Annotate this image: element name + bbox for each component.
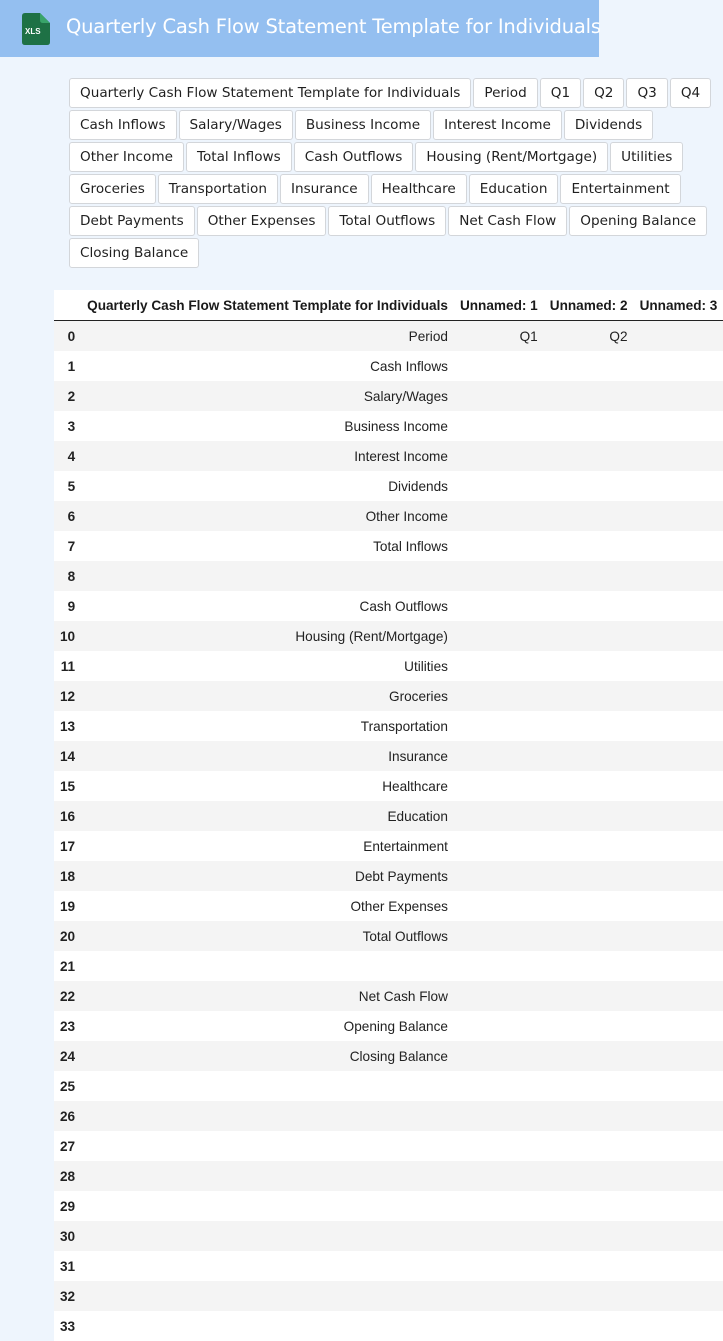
table-header-row bbox=[54, 290, 723, 321]
row-index-cell: 16 bbox=[54, 801, 81, 831]
table-cell bbox=[634, 531, 723, 561]
chip-row bbox=[69, 174, 702, 206]
table-row bbox=[54, 591, 723, 621]
table-cell bbox=[544, 411, 634, 441]
xls-icon-label: XLS bbox=[25, 27, 41, 36]
row-index-cell: 18 bbox=[54, 861, 81, 891]
row-index-cell: 5 bbox=[54, 471, 81, 501]
table-cell bbox=[634, 1011, 723, 1041]
table-cell bbox=[454, 711, 544, 741]
table-cell bbox=[544, 1221, 634, 1251]
table-cell bbox=[544, 651, 634, 681]
column-chip[interactable]: Dividends bbox=[564, 110, 653, 140]
table-cell bbox=[81, 1311, 454, 1341]
table-cell bbox=[81, 1161, 454, 1191]
table-row bbox=[54, 321, 723, 352]
table-cell bbox=[81, 1251, 454, 1281]
table-cell: Insurance bbox=[81, 741, 454, 771]
row-index-cell: 31 bbox=[54, 1251, 81, 1281]
table-cell bbox=[544, 531, 634, 561]
table-row bbox=[54, 381, 723, 411]
table-body bbox=[54, 321, 723, 1341]
table-cell bbox=[454, 351, 544, 381]
table-cell bbox=[544, 831, 634, 861]
table-row bbox=[54, 861, 723, 891]
table-cell bbox=[544, 1071, 634, 1101]
app-header bbox=[0, 0, 599, 57]
table-cell: Cash Inflows bbox=[81, 351, 454, 381]
page-title: Quarterly Cash Flow Statement Template for Individuals bbox=[66, 15, 601, 38]
table-row bbox=[54, 1101, 723, 1131]
row-index-cell: 0 bbox=[54, 321, 81, 352]
table-cell: Interest Income bbox=[81, 441, 454, 471]
row-index-cell: 17 bbox=[54, 831, 81, 861]
table-row bbox=[54, 1251, 723, 1281]
table-row bbox=[54, 711, 723, 741]
row-index-cell: 22 bbox=[54, 981, 81, 1011]
row-index-cell: 12 bbox=[54, 681, 81, 711]
table-cell: Healthcare bbox=[81, 771, 454, 801]
table-row bbox=[54, 951, 723, 981]
table-cell bbox=[634, 501, 723, 531]
table-cell bbox=[634, 1041, 723, 1071]
column-chip[interactable]: Total Outflows bbox=[328, 206, 446, 236]
row-index-cell: 14 bbox=[54, 741, 81, 771]
table-cell: Other Expenses bbox=[81, 891, 454, 921]
table-cell bbox=[544, 1281, 634, 1311]
table-cell bbox=[544, 861, 634, 891]
column-chip[interactable]: Transportation bbox=[158, 174, 278, 204]
table-cell bbox=[454, 1251, 544, 1281]
table-cell bbox=[544, 1041, 634, 1071]
table-cell bbox=[634, 831, 723, 861]
row-index-cell: 29 bbox=[54, 1191, 81, 1221]
table-row bbox=[54, 1161, 723, 1191]
row-index-cell: 23 bbox=[54, 1011, 81, 1041]
table-cell bbox=[81, 1221, 454, 1251]
table-cell bbox=[81, 1191, 454, 1221]
table-cell: Cash Outflows bbox=[81, 591, 454, 621]
table-cell: Total Inflows bbox=[81, 531, 454, 561]
table-row bbox=[54, 681, 723, 711]
column-header-unnamed-1[interactable]: Unnamed: 1 bbox=[454, 290, 544, 321]
row-index-cell: 19 bbox=[54, 891, 81, 921]
table-cell bbox=[544, 381, 634, 411]
table-cell bbox=[634, 981, 723, 1011]
table-cell bbox=[454, 981, 544, 1011]
table-cell bbox=[81, 1101, 454, 1131]
table-cell bbox=[544, 771, 634, 801]
table-cell bbox=[634, 471, 723, 501]
table-cell: Transportation bbox=[81, 711, 454, 741]
column-chip[interactable]: Total Inflows bbox=[186, 142, 292, 172]
table-cell bbox=[634, 1311, 723, 1341]
table-cell bbox=[454, 591, 544, 621]
row-index-cell: 25 bbox=[54, 1071, 81, 1101]
row-index-cell: 10 bbox=[54, 621, 81, 651]
table-row bbox=[54, 831, 723, 861]
column-header-title[interactable]: Quarterly Cash Flow Statement Template for Individuals bbox=[81, 290, 454, 321]
row-index-cell: 7 bbox=[54, 531, 81, 561]
column-chip[interactable]: Net Cash Flow bbox=[448, 206, 567, 236]
table-cell bbox=[454, 1131, 544, 1161]
table-cell: Dividends bbox=[81, 471, 454, 501]
table-cell bbox=[634, 1191, 723, 1221]
table-cell bbox=[544, 501, 634, 531]
table-cell bbox=[544, 1131, 634, 1161]
row-index-cell: 20 bbox=[54, 921, 81, 951]
table-cell bbox=[454, 1041, 544, 1071]
row-index-cell: 3 bbox=[54, 411, 81, 441]
chip-row bbox=[69, 142, 702, 174]
table-cell bbox=[634, 621, 723, 651]
table-cell bbox=[544, 951, 634, 981]
table-cell bbox=[454, 651, 544, 681]
data-table bbox=[54, 290, 723, 1341]
table-cell bbox=[81, 1071, 454, 1101]
table-row bbox=[54, 981, 723, 1011]
table-row bbox=[54, 441, 723, 471]
table-cell bbox=[634, 891, 723, 921]
table-row bbox=[54, 621, 723, 651]
table-cell: Salary/Wages bbox=[81, 381, 454, 411]
table-cell bbox=[544, 1311, 634, 1341]
column-chip[interactable]: Interest Income bbox=[433, 110, 562, 140]
table-cell bbox=[544, 1191, 634, 1221]
row-index-cell: 11 bbox=[54, 651, 81, 681]
column-chip[interactable]: Cash Inflows bbox=[69, 110, 177, 140]
chip-row bbox=[69, 78, 702, 110]
table-cell bbox=[454, 381, 544, 411]
table-cell bbox=[544, 621, 634, 651]
table-cell bbox=[454, 1011, 544, 1041]
table-cell bbox=[454, 531, 544, 561]
table-cell bbox=[634, 1071, 723, 1101]
table-row bbox=[54, 801, 723, 831]
row-index-cell: 4 bbox=[54, 441, 81, 471]
column-chip[interactable]: Q4 bbox=[670, 78, 711, 108]
table-cell bbox=[454, 501, 544, 531]
column-header-unnamed-2[interactable]: Unnamed: 2 bbox=[544, 290, 634, 321]
table-cell bbox=[634, 561, 723, 591]
table-cell: Groceries bbox=[81, 681, 454, 711]
table-cell bbox=[544, 921, 634, 951]
table-cell bbox=[454, 891, 544, 921]
table-cell bbox=[634, 1161, 723, 1191]
table-cell bbox=[634, 711, 723, 741]
column-chip[interactable]: Education bbox=[469, 174, 559, 204]
column-chip[interactable]: Business Income bbox=[295, 110, 431, 140]
table-row bbox=[54, 771, 723, 801]
table-cell bbox=[454, 831, 544, 861]
table-cell bbox=[544, 711, 634, 741]
table-row bbox=[54, 501, 723, 531]
column-chip[interactable]: Cash Outflows bbox=[294, 142, 414, 172]
table-cell bbox=[544, 741, 634, 771]
table-cell bbox=[81, 561, 454, 591]
table-cell bbox=[544, 1251, 634, 1281]
row-index-cell: 24 bbox=[54, 1041, 81, 1071]
table-cell bbox=[81, 951, 454, 981]
table-cell bbox=[544, 1011, 634, 1041]
column-chip[interactable]: Quarterly Cash Flow Statement Template for Individuals bbox=[69, 78, 471, 108]
table-row bbox=[54, 1281, 723, 1311]
column-chip[interactable]: Period bbox=[473, 78, 537, 108]
table-cell bbox=[454, 1221, 544, 1251]
column-chip[interactable]: Opening Balance bbox=[569, 206, 707, 236]
table-cell bbox=[634, 861, 723, 891]
table-cell bbox=[634, 591, 723, 621]
table-cell bbox=[454, 861, 544, 891]
chip-row bbox=[69, 110, 702, 142]
table-row bbox=[54, 1041, 723, 1071]
table-cell bbox=[81, 1281, 454, 1311]
row-index-cell: 1 bbox=[54, 351, 81, 381]
table-cell bbox=[634, 381, 723, 411]
table-cell bbox=[634, 681, 723, 711]
table-cell bbox=[634, 1101, 723, 1131]
table-cell bbox=[634, 801, 723, 831]
table-row bbox=[54, 561, 723, 591]
column-header-unnamed-3[interactable]: Unnamed: 3 bbox=[634, 290, 723, 321]
table-cell bbox=[544, 441, 634, 471]
table-row bbox=[54, 471, 723, 501]
table-cell bbox=[544, 471, 634, 501]
table-cell bbox=[634, 651, 723, 681]
table-cell bbox=[454, 621, 544, 651]
table-cell bbox=[634, 441, 723, 471]
table-cell bbox=[634, 741, 723, 771]
column-chip[interactable]: Closing Balance bbox=[69, 238, 199, 268]
table-row bbox=[54, 741, 723, 771]
table-cell: Business Income bbox=[81, 411, 454, 441]
table-cell: Period bbox=[81, 321, 454, 352]
column-chip[interactable]: Other Expenses bbox=[197, 206, 327, 236]
table-row bbox=[54, 1191, 723, 1221]
table-cell: Education bbox=[81, 801, 454, 831]
column-chip[interactable]: Q1 bbox=[540, 78, 581, 108]
table-row bbox=[54, 1131, 723, 1161]
column-header-index bbox=[54, 290, 81, 321]
table-cell bbox=[454, 1191, 544, 1221]
table-cell bbox=[454, 441, 544, 471]
column-chip[interactable]: Q2 bbox=[583, 78, 624, 108]
table-cell: Housing (Rent/Mortgage) bbox=[81, 621, 454, 651]
table-cell bbox=[454, 951, 544, 981]
table-cell bbox=[634, 921, 723, 951]
row-index-cell: 32 bbox=[54, 1281, 81, 1311]
table-cell bbox=[634, 1221, 723, 1251]
column-chip-list bbox=[69, 78, 702, 270]
table-cell bbox=[454, 471, 544, 501]
row-index-cell: 30 bbox=[54, 1221, 81, 1251]
table-cell bbox=[454, 741, 544, 771]
column-chip[interactable]: Groceries bbox=[69, 174, 156, 204]
table-cell bbox=[544, 351, 634, 381]
table-cell bbox=[634, 771, 723, 801]
row-index-cell: 9 bbox=[54, 591, 81, 621]
table-cell bbox=[634, 411, 723, 441]
table-row bbox=[54, 1221, 723, 1251]
table-cell bbox=[454, 921, 544, 951]
table-cell bbox=[634, 951, 723, 981]
row-index-cell: 13 bbox=[54, 711, 81, 741]
table-cell bbox=[454, 1161, 544, 1191]
column-chip[interactable]: Salary/Wages bbox=[179, 110, 293, 140]
table-cell bbox=[634, 1131, 723, 1161]
row-index-cell: 27 bbox=[54, 1131, 81, 1161]
table-cell bbox=[454, 411, 544, 441]
table-cell bbox=[454, 801, 544, 831]
xls-file-icon bbox=[22, 13, 50, 45]
table-row bbox=[54, 351, 723, 381]
table-cell bbox=[544, 891, 634, 921]
table-cell: Q2 bbox=[544, 321, 634, 352]
column-chip[interactable]: Housing (Rent/Mortgage) bbox=[415, 142, 608, 172]
table-cell bbox=[544, 561, 634, 591]
chip-row bbox=[69, 206, 702, 238]
table-cell: Utilities bbox=[81, 651, 454, 681]
column-chip[interactable]: Other Income bbox=[69, 142, 184, 172]
row-index-cell: 6 bbox=[54, 501, 81, 531]
table-cell bbox=[544, 981, 634, 1011]
column-chip[interactable]: Debt Payments bbox=[69, 206, 195, 236]
table-row bbox=[54, 651, 723, 681]
column-chip[interactable]: Q3 bbox=[626, 78, 667, 108]
column-chip[interactable]: Healthcare bbox=[371, 174, 467, 204]
table-cell bbox=[634, 351, 723, 381]
table-cell bbox=[634, 321, 723, 352]
table-cell bbox=[634, 1281, 723, 1311]
column-chip[interactable]: Utilities bbox=[610, 142, 683, 172]
row-index-cell: 26 bbox=[54, 1101, 81, 1131]
table-cell bbox=[634, 1251, 723, 1281]
table-cell: Total Outflows bbox=[81, 921, 454, 951]
table-row bbox=[54, 411, 723, 441]
table-cell bbox=[454, 561, 544, 591]
table-row bbox=[54, 531, 723, 561]
chip-row bbox=[69, 238, 702, 270]
table-cell: Opening Balance bbox=[81, 1011, 454, 1041]
row-index-cell: 28 bbox=[54, 1161, 81, 1191]
row-index-cell: 33 bbox=[54, 1311, 81, 1341]
table-cell bbox=[454, 1281, 544, 1311]
table-cell bbox=[454, 681, 544, 711]
table-cell: Debt Payments bbox=[81, 861, 454, 891]
table-row bbox=[54, 1071, 723, 1101]
row-index-cell: 15 bbox=[54, 771, 81, 801]
data-table-container[interactable] bbox=[68, 290, 678, 1292]
row-index-cell: 21 bbox=[54, 951, 81, 981]
table-cell bbox=[544, 591, 634, 621]
table-cell bbox=[454, 1311, 544, 1341]
table-cell bbox=[81, 1131, 454, 1161]
table-row bbox=[54, 891, 723, 921]
table-cell: Entertainment bbox=[81, 831, 454, 861]
column-chip[interactable]: Entertainment bbox=[560, 174, 680, 204]
table-cell bbox=[454, 1071, 544, 1101]
table-cell bbox=[544, 681, 634, 711]
row-index-cell: 8 bbox=[54, 561, 81, 591]
table-cell bbox=[544, 1161, 634, 1191]
table-cell: Other Income bbox=[81, 501, 454, 531]
table-cell: Q1 bbox=[454, 321, 544, 352]
table-cell: Net Cash Flow bbox=[81, 981, 454, 1011]
table-row bbox=[54, 921, 723, 951]
table-cell bbox=[454, 1101, 544, 1131]
table-cell: Closing Balance bbox=[81, 1041, 454, 1071]
row-index-cell: 2 bbox=[54, 381, 81, 411]
table-row bbox=[54, 1311, 723, 1341]
table-cell bbox=[454, 771, 544, 801]
column-chip[interactable]: Insurance bbox=[280, 174, 369, 204]
table-row bbox=[54, 1011, 723, 1041]
table-cell bbox=[544, 1101, 634, 1131]
table-cell bbox=[544, 801, 634, 831]
